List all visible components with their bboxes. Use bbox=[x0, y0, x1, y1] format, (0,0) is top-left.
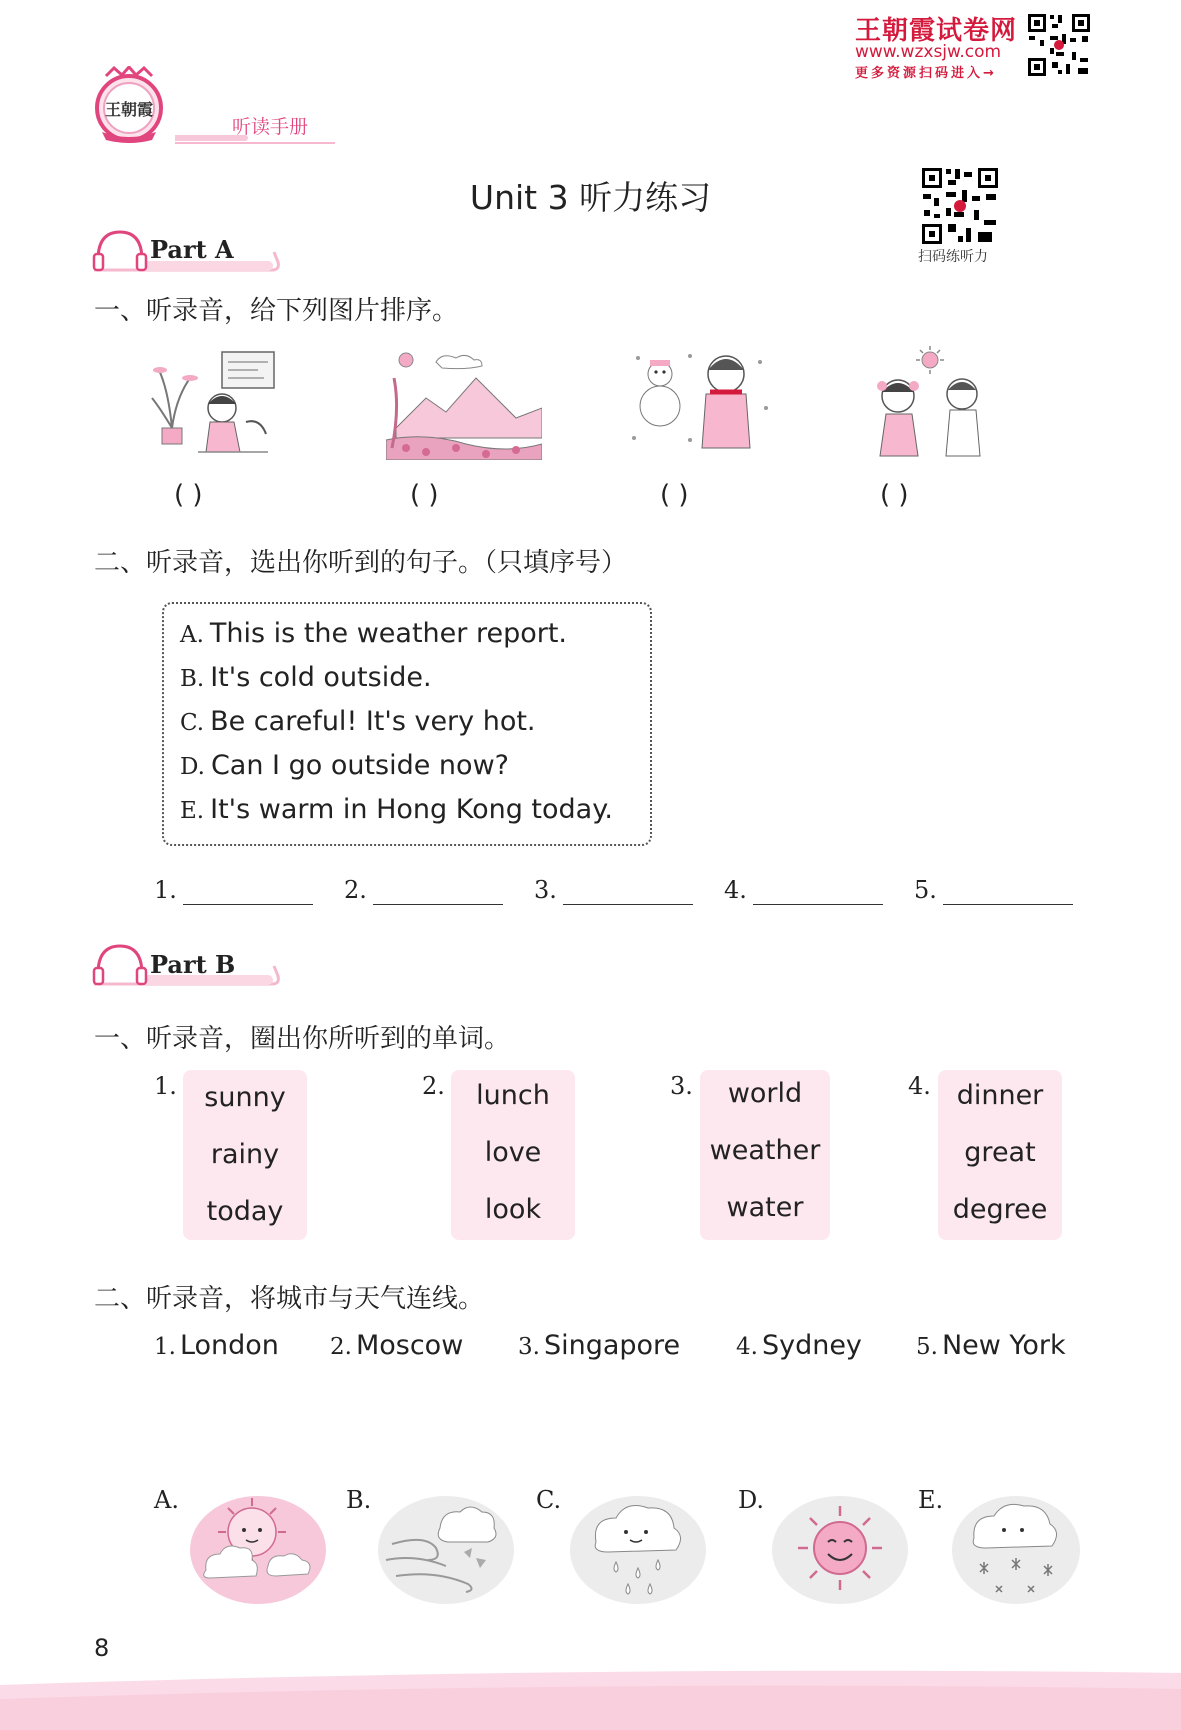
blank-number-4: 4. bbox=[724, 876, 747, 904]
city-number: 4. bbox=[736, 1334, 758, 1360]
word-option[interactable]: degree bbox=[952, 1194, 1048, 1225]
part-b-section2-heading: 二、听录音，将城市与天气连线。 bbox=[94, 1284, 485, 1314]
part-a-section1-heading: 一、听录音，给下列图片排序。 bbox=[94, 296, 459, 326]
brand-qr-code-icon[interactable] bbox=[1026, 12, 1092, 78]
word-option[interactable]: look bbox=[484, 1194, 542, 1225]
blank-number-3: 3. bbox=[534, 876, 557, 904]
sentence-option-b bbox=[180, 662, 432, 693]
order-answer-paren-3[interactable]: ( ) bbox=[660, 480, 689, 510]
listening-qr-code-icon[interactable] bbox=[920, 166, 1000, 246]
word-option[interactable]: sunny bbox=[204, 1082, 286, 1113]
sentence-option-a bbox=[180, 618, 567, 649]
girl-watering-plant-illustration bbox=[150, 348, 290, 460]
answer-blank-3[interactable] bbox=[563, 904, 693, 905]
weather-letter-e: E. bbox=[918, 1486, 944, 1514]
city-sydney[interactable] bbox=[736, 1330, 862, 1361]
option-letter: D. bbox=[180, 754, 205, 780]
city-name: Moscow bbox=[355, 1330, 464, 1361]
order-answer-paren-4[interactable]: ( ) bbox=[880, 480, 909, 510]
svg-text:王朝霞: 王朝霞 bbox=[104, 100, 154, 119]
option-letter: E. bbox=[180, 798, 205, 824]
word-option[interactable]: great bbox=[964, 1137, 1036, 1168]
option-text: This is the weather report. bbox=[209, 618, 567, 649]
city-name: Sydney bbox=[761, 1330, 862, 1361]
part-b-label: Part B bbox=[150, 950, 236, 979]
word-option[interactable]: world bbox=[727, 1078, 803, 1109]
city-number: 2. bbox=[330, 1334, 352, 1360]
weather-letter-d: D. bbox=[738, 1486, 765, 1514]
option-letter: A. bbox=[180, 622, 204, 648]
sentence-option-c bbox=[180, 706, 536, 737]
word-option[interactable]: water bbox=[726, 1192, 804, 1223]
word-option[interactable]: weather bbox=[709, 1135, 821, 1166]
option-text: Can I go outside now? bbox=[210, 750, 509, 781]
city-name: New York bbox=[941, 1330, 1066, 1361]
city-name: London bbox=[179, 1330, 279, 1361]
option-letter: B. bbox=[180, 666, 205, 692]
part-a-section2-heading: 二、听录音，选出你听到的句子。（只填序号） bbox=[94, 548, 628, 578]
city-london[interactable] bbox=[154, 1330, 279, 1361]
sentence-option-d bbox=[180, 750, 509, 781]
part-b-section1-heading: 一、听录音，圈出你所听到的单词。 bbox=[94, 1024, 511, 1054]
word-group-number-2: 2. bbox=[422, 1072, 445, 1100]
word-option[interactable]: dinner bbox=[956, 1080, 1044, 1111]
windy-weather-icon[interactable] bbox=[376, 1488, 516, 1606]
option-text: It's cold outside. bbox=[210, 662, 432, 693]
page-title: Unit 3 听力练习 bbox=[469, 178, 712, 217]
word-group-number-4: 4. bbox=[908, 1072, 931, 1100]
city-singapore[interactable] bbox=[518, 1330, 680, 1361]
order-answer-paren-1[interactable]: ( ) bbox=[174, 480, 203, 510]
word-option[interactable]: rainy bbox=[210, 1139, 280, 1170]
weather-letter-b: B. bbox=[346, 1486, 372, 1514]
option-letter: C. bbox=[180, 710, 205, 736]
city-number: 3. bbox=[518, 1334, 540, 1360]
children-in-sun-illustration bbox=[864, 346, 996, 460]
answer-blank-4[interactable] bbox=[753, 904, 883, 905]
brand-logo-icon bbox=[92, 66, 166, 144]
sentence-option-e bbox=[180, 794, 613, 825]
brand-url[interactable]: www.wzxsjw.com bbox=[855, 42, 1002, 62]
footer-decoration bbox=[0, 1665, 1181, 1730]
brand-subtitle: 更多资源扫码进入→ bbox=[855, 66, 997, 81]
weather-letter-c: C. bbox=[536, 1486, 562, 1514]
word-option[interactable]: today bbox=[206, 1196, 284, 1227]
mountain-landscape-illustration bbox=[386, 348, 542, 460]
word-group-number-1: 1. bbox=[154, 1072, 177, 1100]
header-label: 听读手册 bbox=[232, 116, 309, 138]
answer-blank-5[interactable] bbox=[943, 904, 1073, 905]
order-answer-paren-2[interactable]: ( ) bbox=[410, 480, 439, 510]
option-text: It's warm in Hong Kong today. bbox=[210, 794, 613, 825]
brand-name: 王朝霞试卷网 bbox=[855, 16, 1018, 46]
header-decoration bbox=[175, 134, 335, 144]
city-name: Singapore bbox=[543, 1330, 681, 1361]
city-moscow[interactable] bbox=[330, 1330, 463, 1361]
sunny-weather-icon[interactable] bbox=[770, 1488, 910, 1606]
option-text: Be careful! It's very hot. bbox=[210, 706, 536, 737]
weather-letter-a: A. bbox=[154, 1486, 179, 1514]
word-group-number-3: 3. bbox=[670, 1072, 693, 1100]
city-number: 5. bbox=[916, 1334, 938, 1360]
city-number: 1. bbox=[154, 1334, 176, 1360]
answer-blank-2[interactable] bbox=[373, 904, 503, 905]
boy-and-snowman-illustration bbox=[630, 348, 776, 460]
blank-number-2: 2. bbox=[344, 876, 367, 904]
qr-caption: 扫码练听力 bbox=[918, 249, 988, 265]
rainy-weather-icon[interactable] bbox=[568, 1488, 708, 1606]
page-number: 8 bbox=[94, 1634, 110, 1662]
blank-number-1: 1. bbox=[154, 876, 177, 904]
snowy-weather-icon[interactable] bbox=[950, 1488, 1082, 1606]
part-a-label: Part A bbox=[150, 235, 234, 264]
city-new-york[interactable] bbox=[916, 1330, 1066, 1361]
answer-blank-1[interactable] bbox=[183, 904, 313, 905]
sunny-cloudy-weather-icon[interactable] bbox=[186, 1488, 328, 1606]
blank-number-5: 5. bbox=[914, 876, 937, 904]
word-option[interactable]: love bbox=[484, 1137, 542, 1168]
word-option[interactable]: lunch bbox=[476, 1080, 550, 1111]
